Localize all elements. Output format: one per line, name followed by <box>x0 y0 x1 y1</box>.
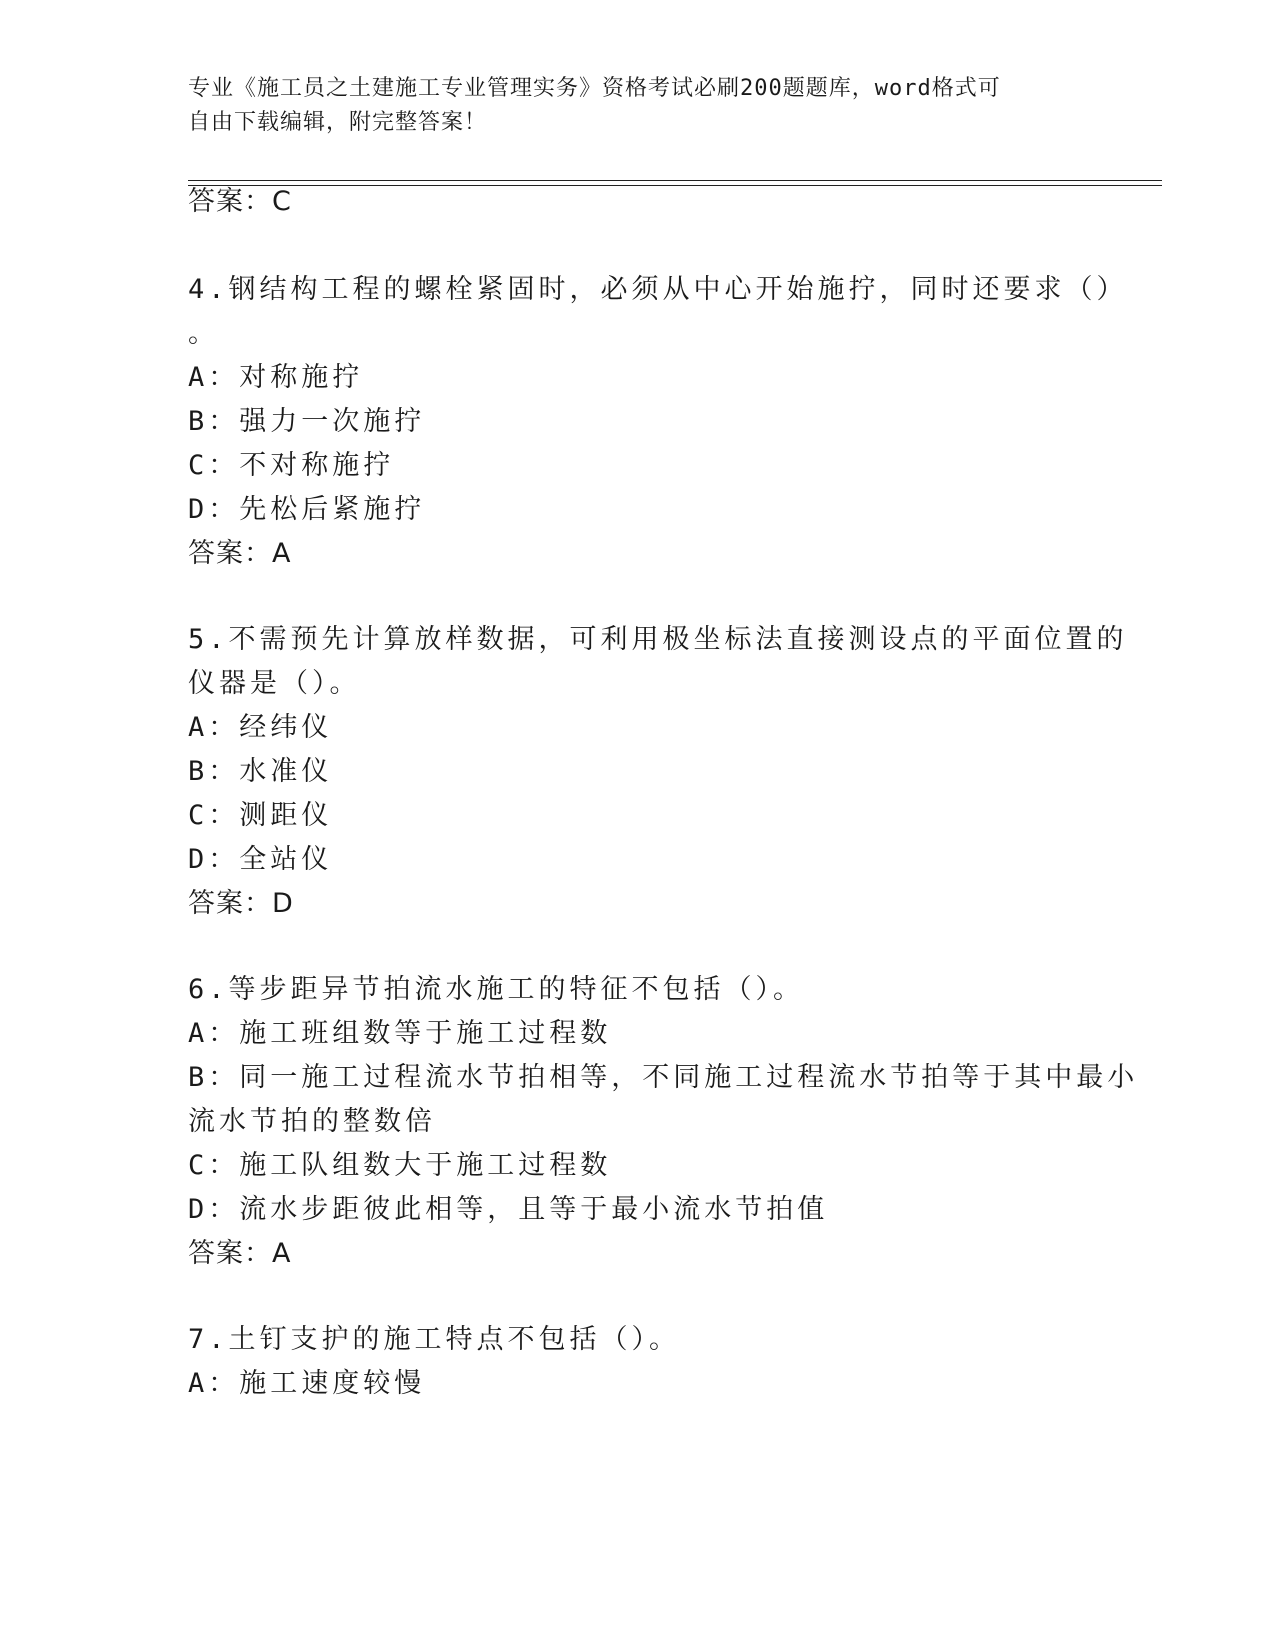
document-header <box>188 72 1068 140</box>
q4-option-b: B：强力一次施拧 <box>188 406 426 437</box>
q5-answer: 答案：D <box>188 888 294 919</box>
q6-option-d: D：流水步距彼此相等，且等于最小流水节拍值 <box>188 1194 829 1225</box>
q4-option-c: C：不对称施拧 <box>188 450 395 481</box>
q5-stem-line-1: 5.不需预先计算放样数据，可利用极坐标法直接测设点的平面位置的 <box>188 624 1128 655</box>
previous-answer: 答案：C <box>188 186 292 217</box>
q6-answer: 答案：A <box>188 1238 292 1269</box>
q5-option-d: D：全站仪 <box>188 844 333 875</box>
header-divider-top <box>188 180 1162 181</box>
q4-answer: 答案：A <box>188 538 292 569</box>
q4-stem-line-1: 4.钢结构工程的螺栓紧固时，必须从中心开始施拧，同时还要求（） <box>188 274 1128 305</box>
q4-stem-line-2: 。 <box>188 318 219 349</box>
q5-option-a: A：经纬仪 <box>188 712 333 743</box>
q4-option-a: A：对称施拧 <box>188 362 364 393</box>
q7-stem-line-1: 7.土钉支护的施工特点不包括（）。 <box>188 1324 681 1355</box>
q5-option-c: C：测距仪 <box>188 800 333 831</box>
q5-option-b: B：水准仪 <box>188 756 333 787</box>
header-line-1: 专业《施工员之土建施工专业管理实务》资格考试必刷200题题库，word格式可 <box>188 76 1001 101</box>
q6-stem-line-1: 6.等步距异节拍流水施工的特征不包括（）。 <box>188 974 805 1005</box>
q6-option-b: B：同一施工过程流水节拍相等，不同施工过程流水节拍等于其中最小 <box>188 1062 1139 1093</box>
header-divider-bottom <box>188 185 1162 186</box>
q6-option-b-cont: 流水节拍的整数倍 <box>188 1106 436 1137</box>
q6-option-c: C：施工队组数大于施工过程数 <box>188 1150 612 1181</box>
q6-option-a: A：施工班组数等于施工过程数 <box>188 1018 612 1049</box>
q4-option-d: D：先松后紧施拧 <box>188 494 426 525</box>
q7-option-a: A：施工速度较慢 <box>188 1368 426 1399</box>
header-line-2: 自由下载编辑，附完整答案！ <box>188 110 488 135</box>
q5-stem-line-2: 仪器是（）。 <box>188 668 361 699</box>
